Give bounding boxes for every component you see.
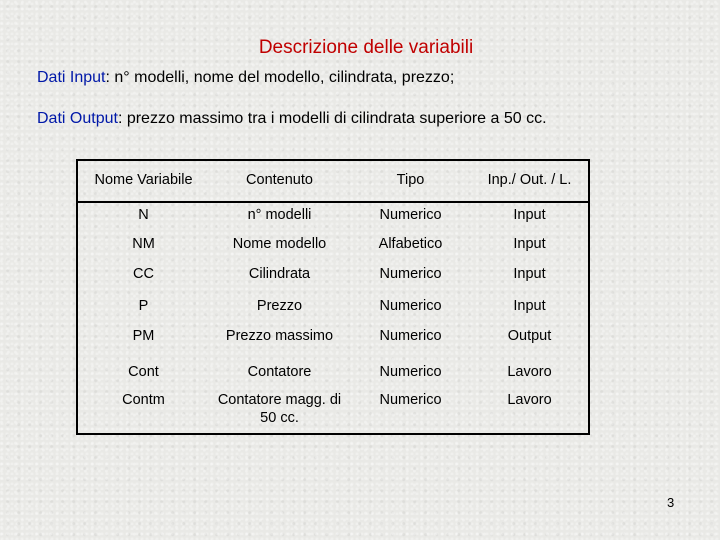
table-row [77, 294, 589, 324]
header-contenuto: Contenuto [209, 160, 350, 202]
table-row [77, 202, 589, 232]
cell-variable: PM [132, 328, 155, 344]
cell-content: Nome modello [232, 236, 327, 252]
slide-title: Descrizione delle variabili [258, 37, 474, 58]
cell-type: Numerico [379, 328, 442, 344]
header-inp-out: Inp./ Out. / L. [471, 160, 589, 202]
cell-type: Alfabetico [378, 236, 443, 252]
cell-type: Numerico [379, 298, 442, 314]
variables-table [76, 159, 590, 435]
cell-type: Numerico [379, 392, 442, 408]
cell-type: Numerico [379, 364, 442, 380]
output-label: Dati Output [37, 110, 118, 127]
input-text: : n° modelli, nome del modello, cilindrata, prezzo; [105, 69, 455, 86]
cell-io: Lavoro [507, 392, 552, 408]
cell-type: Numerico [379, 266, 442, 282]
cell-io: Input [513, 266, 546, 282]
cell-io: Output [507, 328, 552, 344]
cell-io: Input [513, 298, 546, 314]
cell-variable: Contm [122, 392, 165, 408]
cell-content: Contatore [247, 364, 312, 380]
header-nome-variabile: Nome Variabile [77, 160, 209, 202]
cell-io: Input [513, 236, 546, 252]
cell-content: Prezzo massimo [225, 328, 334, 344]
page-number: 3 [667, 495, 675, 510]
table-row [77, 360, 589, 388]
cell-io: Lavoro [507, 364, 552, 380]
input-label: Dati Input [37, 69, 106, 86]
table-header-row [77, 160, 589, 202]
cell-variable: Cont [128, 364, 159, 380]
cell-type: Numerico [379, 207, 442, 223]
cell-io: Input [513, 207, 546, 223]
input-description [37, 69, 454, 87]
header-tipo: Tipo [350, 160, 471, 202]
cell-content: Prezzo [256, 298, 303, 314]
cell-variable: N [138, 207, 149, 223]
cell-content: Contatore magg. di 50 cc. [217, 392, 342, 426]
output-description [37, 110, 547, 128]
cell-variable: CC [133, 266, 154, 282]
cell-content: n° modelli [247, 207, 312, 223]
table-row [77, 262, 589, 294]
table-row [77, 324, 589, 360]
cell-variable: P [138, 298, 149, 314]
table-row [77, 232, 589, 262]
cell-content: Cilindrata [248, 266, 311, 282]
cell-variable: NM [132, 236, 155, 252]
output-text: : prezzo massimo tra i modelli di cilindrata superiore a 50 cc. [117, 110, 547, 127]
table-row [77, 388, 589, 434]
